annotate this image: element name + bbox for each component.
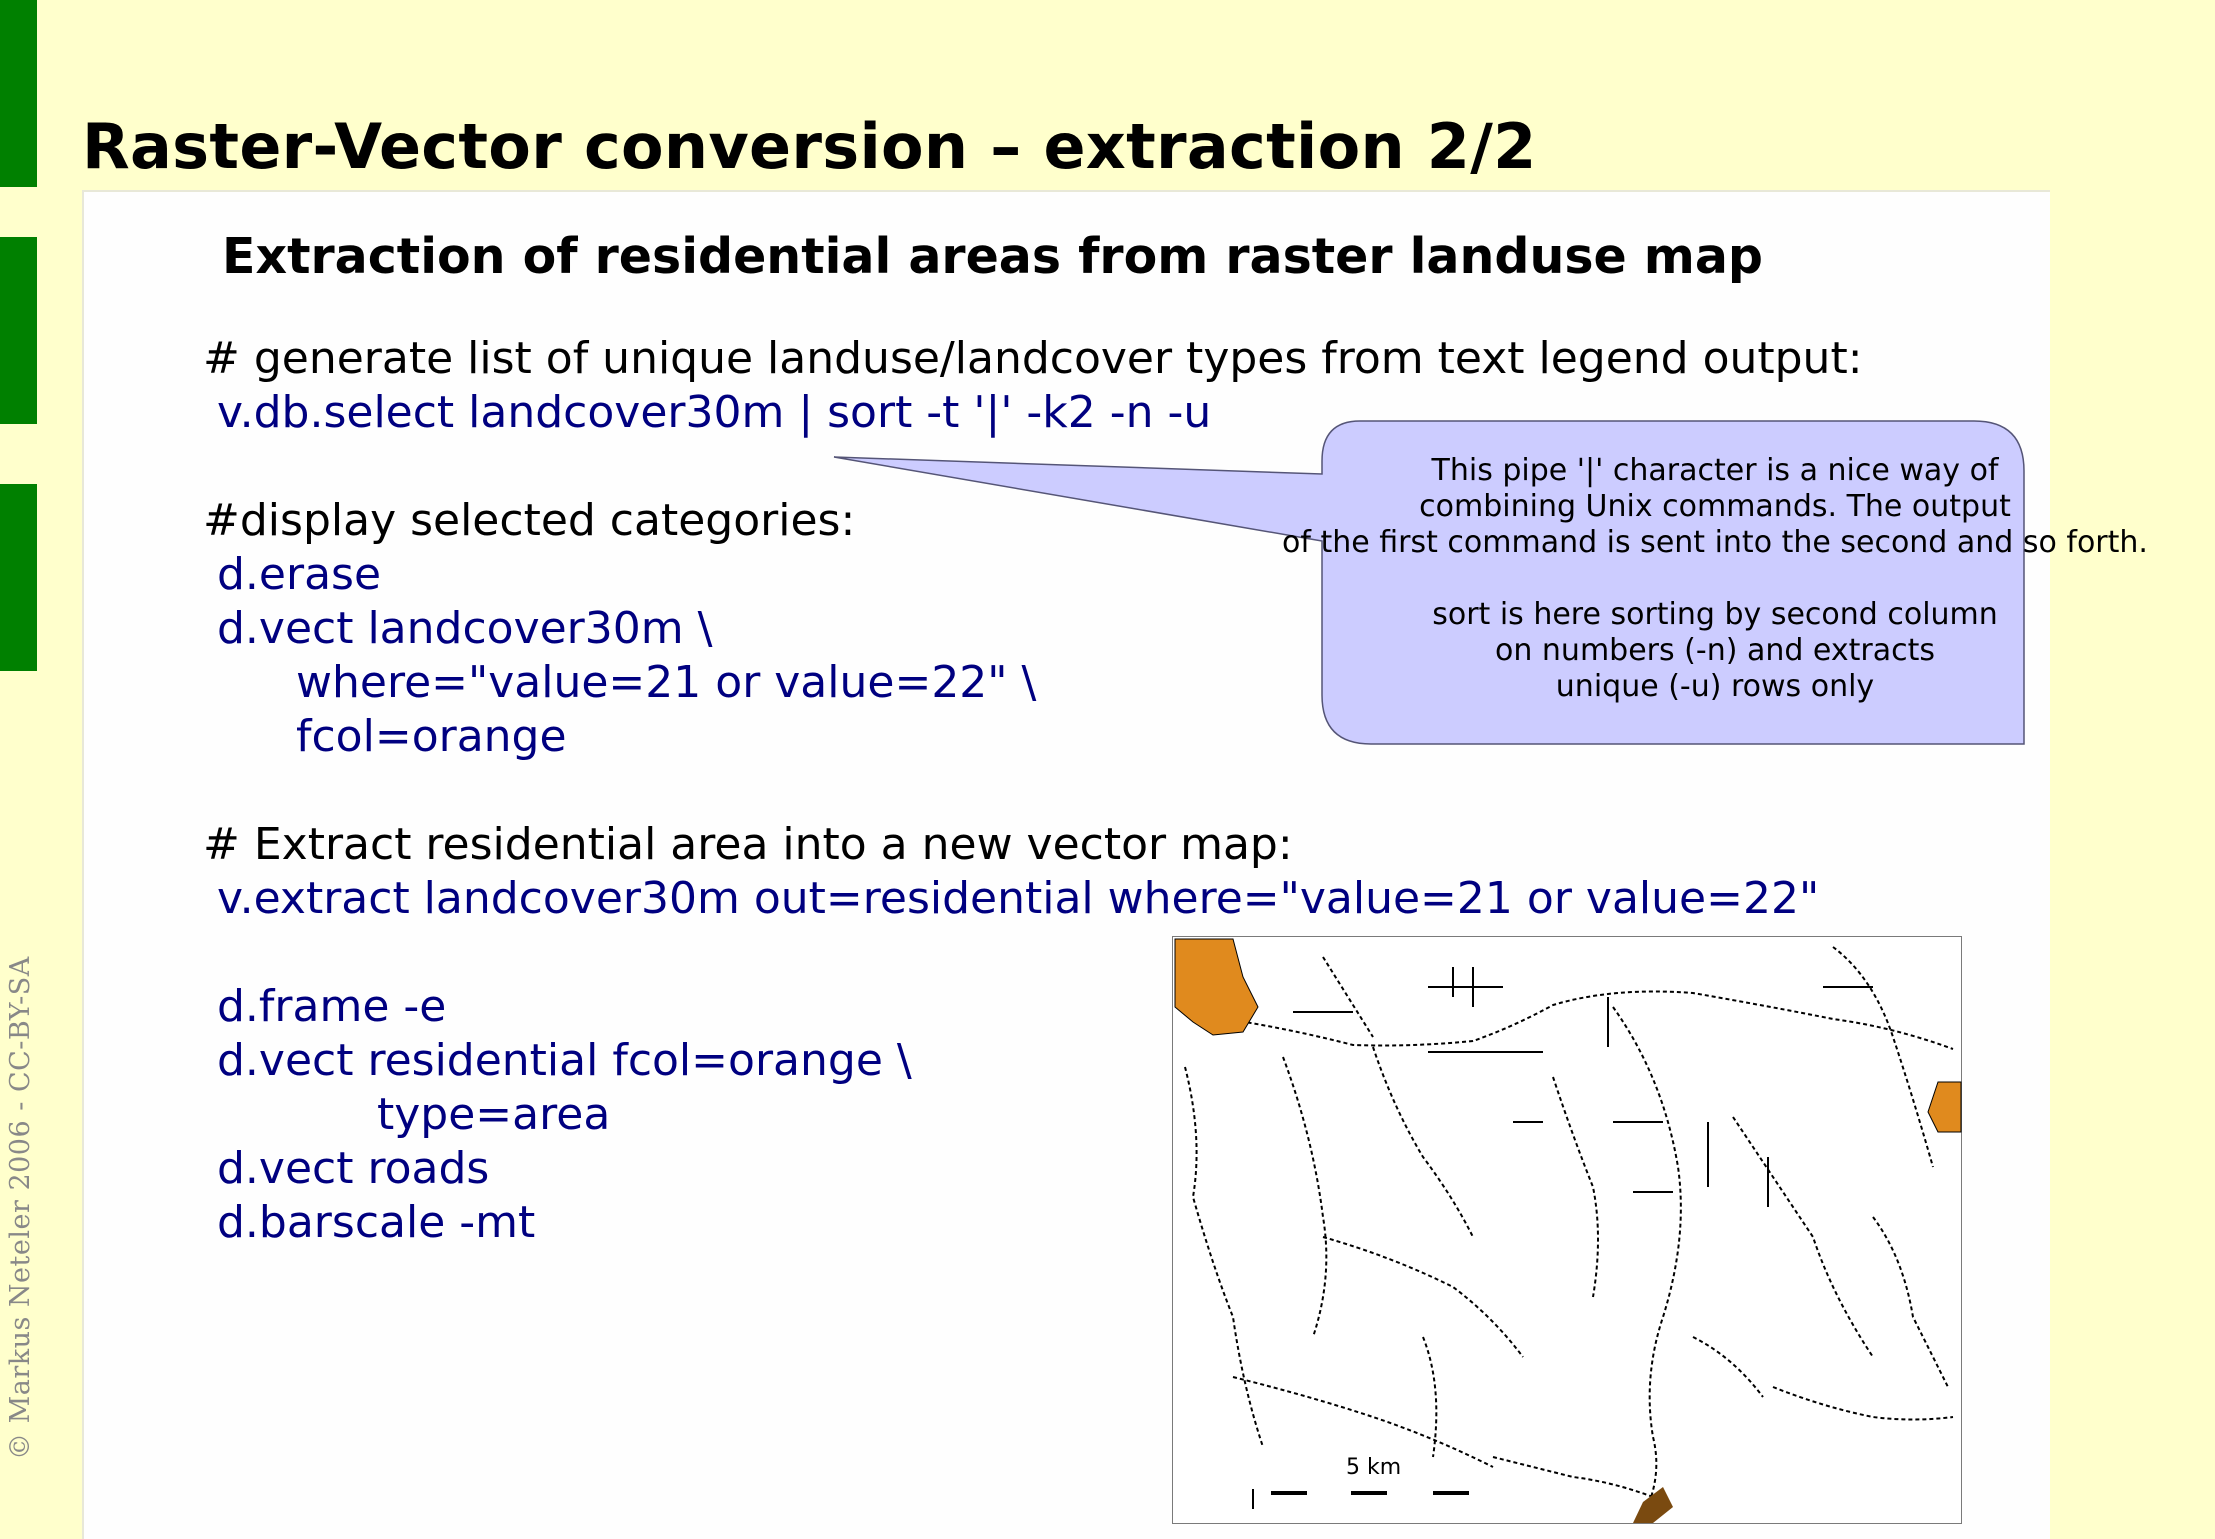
road xyxy=(1373,1047,1473,1237)
road xyxy=(1833,947,1933,1167)
callout-line: This pipe '|' character is a nice way of xyxy=(1431,453,1999,488)
map-figure xyxy=(1172,936,1962,1524)
road xyxy=(1233,1377,1493,1467)
road xyxy=(1553,1077,1598,1297)
road xyxy=(1613,1007,1681,1517)
road xyxy=(1773,1387,1953,1420)
command-fcol: fcol=orange xyxy=(296,711,567,762)
command-vect-landcover: d.vect landcover30m \ xyxy=(217,603,713,654)
road xyxy=(1283,1057,1326,1337)
comment-extract-residential: # Extract residential area into a new vector map: xyxy=(203,819,1293,870)
road xyxy=(1185,1067,1263,1447)
road xyxy=(1213,992,1953,1050)
command-extract: v.extract landcover30m out=residential where="value=21 or value=22" xyxy=(217,873,1820,924)
roads-map xyxy=(1173,937,1961,1523)
callout-text xyxy=(1215,453,2215,705)
scale-bar-label: 5 km xyxy=(1346,1455,1402,1480)
residential-area xyxy=(1928,1082,1961,1132)
command-barscale: d.barscale -mt xyxy=(217,1197,536,1248)
callout-line xyxy=(1215,561,2215,597)
road xyxy=(1693,1337,1763,1397)
copyright-note: © Markus Neteler 2006 - CC-BY-SA xyxy=(5,956,36,1460)
command-erase: d.erase xyxy=(217,549,382,600)
command-vect-residential: d.vect residential fcol=orange \ xyxy=(217,1035,912,1086)
residential-areas xyxy=(1175,939,1961,1523)
road xyxy=(1493,1457,1653,1497)
road xyxy=(1733,1117,1873,1357)
residential-area xyxy=(1175,939,1258,1035)
slide-title: Raster-Vector conversion – extraction 2/2 xyxy=(82,110,1537,183)
command-where-clause: where="value=21 or value=22" \ xyxy=(296,657,1037,708)
slide-subtitle: Extraction of residential areas from raster landuse map xyxy=(222,228,1763,285)
callout-line: sort is here sorting by second column xyxy=(1432,597,1998,632)
command-db-select: v.db.select landcover30m | sort -t '|' -k2 -n -u xyxy=(217,387,1212,438)
callout-line: of the first command is sent into the second and so forth. xyxy=(1282,525,2148,560)
command-vect-roads: d.vect roads xyxy=(217,1143,490,1194)
comment-generate-list: # generate list of unique landuse/landcover types from text legend output: xyxy=(203,333,1863,384)
callout-line: combining Unix commands. The output xyxy=(1419,489,2011,524)
road xyxy=(1323,957,1373,1037)
road xyxy=(1873,1217,1948,1387)
command-type-area: type=area xyxy=(377,1089,611,1140)
callout-line: unique (-u) rows only xyxy=(1555,669,1875,704)
callout-line: on numbers (-n) and extracts xyxy=(1495,633,1935,668)
comment-display-categories: #display selected categories: xyxy=(203,495,856,546)
scale-bar xyxy=(1253,1489,1469,1509)
command-frame: d.frame -e xyxy=(217,981,447,1032)
